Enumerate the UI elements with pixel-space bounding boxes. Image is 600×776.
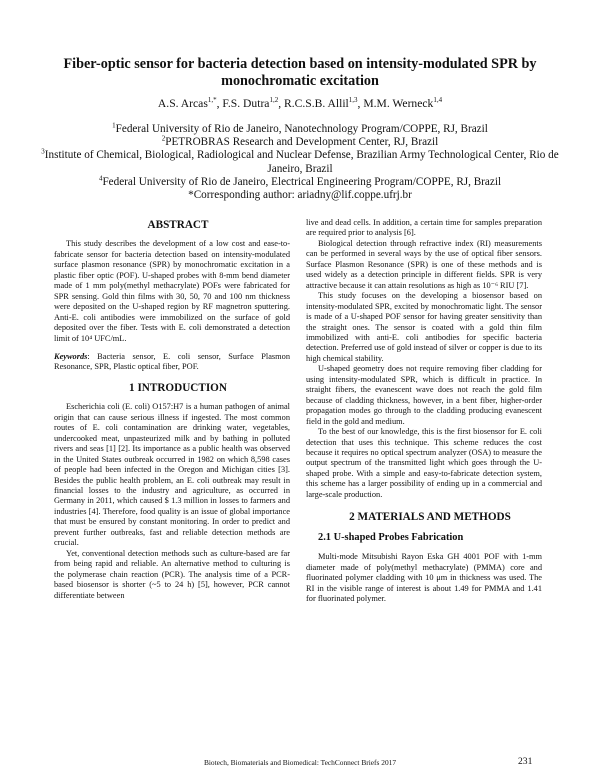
intro-paragraph: Yet, conventional detection methods such as culture-based are far from being rapid and reliable. An alternative method to culturing is the polymerase chain reaction (PCR). The analysis time of a PCR-based biosensor is shorter (~5 to 24 h) [5], however, PCR cannot differentiate between [54,548,290,600]
intro-paragraph: Escherichia coli (E. coli) O157:H7 is a human pathogen of animal origin that can cause serious illness if ingested. The most common routes of E. coli contamination are drinking water, vegetables, undercooked meat, unpasteurized milk and by bathing in polluted rivers and seas [1] [2]. Its importance as a public health was observed in the United States outbreak occurred in 1982 on which 8,598 cases of people had been infected in the Oregon and Michigan cities [3]. Besides the public health problem, an E. coli outbreak may result in financial losses to the industry and agriculture, as occurred in Germany in 2011, which caused $ 1.3 million in losses to farmers and industries [4]. Therefore, food quality is an issue of global importance that must be ensured by constant monitoring. In order to predict and prevent further outbreaks, fast and reliable detection methods are crucial. [54,402,290,548]
methods-heading: 2 MATERIALS AND METHODS [349,511,511,524]
author-list: A.S. Arcas$^{1,*}$, F.S. Dutra$^{1,2}$, R.C.S.B. Allil$^{1,3}$, M.M. Werneck$^{1,4}$ [157,96,443,110]
page-number: 231 [518,756,533,767]
abstract-heading: ABSTRACT [147,219,209,231]
introduction-heading: 1 INTRODUCTION [129,381,227,394]
body-paragraph: U-shaped geometry does not require removing fiber cladding for using intensity-modulated SPR, which is difficult in practice. In straight fibers, the evanescent wave does not reach the gold film because of cladding thickness, however, in a bent fiber, higher-order propagation modes go through to the cladding producing evanescent field in the gold and medium. [306,364,542,426]
affiliation-list [40,123,560,202]
body-paragraph: This study focuses on the developing a biosensor based on intensity-modulated SPR, excited by monochromatic light. The sensor is made of a U-shaped POF sensor for having greater sensitivity than the straight ones. The sensor is coated with a gold thin film immobilized with anti-E. coli antibodies for specific bacteria detection. Preferred use of gold instead of silver or copper is due to its high chemical stability. [306,291,542,363]
subsection-heading: 2.1 U-shaped Probes Fabrication [318,531,464,543]
author: R.C.S.B. Allil$^{1,3}$ [284,96,358,110]
affiliation: $^2$PETROBRAS Research and Development Center, RJ, Brazil [161,134,439,149]
body-paragraph: live and dead cells. In addition, a certain time for samples preparation are required prior to analysis [6]. [306,218,542,238]
methods-paragraph: Multi-mode Mitsubishi Rayon Eska GH 4001 POF with 1-mm diameter made of poly(methyl methacrylate) (PMMA) core and fluorinated polymer cladding with 10 μm in thickness was used. The RI in the visible range of interest is about 1.49 for PMMA and 1.41 for fluorinated polymer. [306,552,542,603]
corresponding-author: *Corresponding author: ariadny@lif.coppe.ufrj.br [188,189,412,202]
abstract-body: This study describes the development of a low cost and ease-to-fabricate sensor for bacteria detection based on intensity-modulated surface plasmon resonance (SPR) by monochromatic excitation in a plastic fiber optic (POF). U-shaped probes with 8-mm bend diameter made of 1 mm poly(methyl methacrylate) POFs were fabricated for SPR sensing. Gold thin films with 30, 50, 70 and 100 nm thickness were deposited on the U-shaped region by RF magnetron sputtering. Anti-E. coli antibodies were immobilized on the surface of gold deposited over the fiber. Tests with E. coli demonstrated a detection limit of 10⁴ UFC/mL. [54,239,290,343]
left-column [54,220,290,601]
body-paragraph: Biological detection through refractive index (RI) measurements can be performed in several ways by the use of optical fiber sensors. Surface Plasmon Resonance (SPR) is one of these methods and is used widely as a detection principle in different fields. SPR is very attractive because it can attain resolutions as high as 10⁻⁶ RIU [7]. [306,238,542,290]
author: M.M. Werneck$^{1,4}$ [363,96,443,110]
page-footer: Biotech, Biomaterials and Biomedical: TechConnect Briefs 2017 [203,758,397,767]
affiliation: $^4$Federal University of Rio de Janeiro, Electrical Engineering Program/COPPE, RJ, Brazil [98,174,502,188]
right-column [306,218,542,604]
author: A.S. Arcas$^{1,*}$ [157,96,217,110]
affiliation: $^3$Institute of Chemical, Biological, Radiological and Nuclear Defense, Brazilian Army Technological Center, Rio de Janeiro, Brazil [41,147,559,175]
keywords: Keywords: Bacteria sensor, E. coli sensor, Surface Plasmon Resonance, SPR, Plastic optical fiber, POF. [54,351,290,372]
author: F.S. Dutra$^{1,2}$ [222,96,279,110]
paper-title: Fiber-optic sensor for bacteria detection based on intensity-modulated SPR by monochromatic excitation [63,56,537,89]
affiliation: $^1$Federal University of Rio de Janeiro, Nanotechnology Program/COPPE, RJ, Brazil [112,121,488,135]
body-paragraph: To the best of our knowledge, this is the first biosensor for E. coli detection that uses this technique. This scheme reduces the cost because it requires no optical spectrum analyzer (OSA) to measure the output spectrum of the transmitted light which goes through the U-shaped probe. With a simple and easy-to-fabricate detection system, this scheme has a larger possibility of ending up in a commercial and large-scale production. [306,427,542,499]
